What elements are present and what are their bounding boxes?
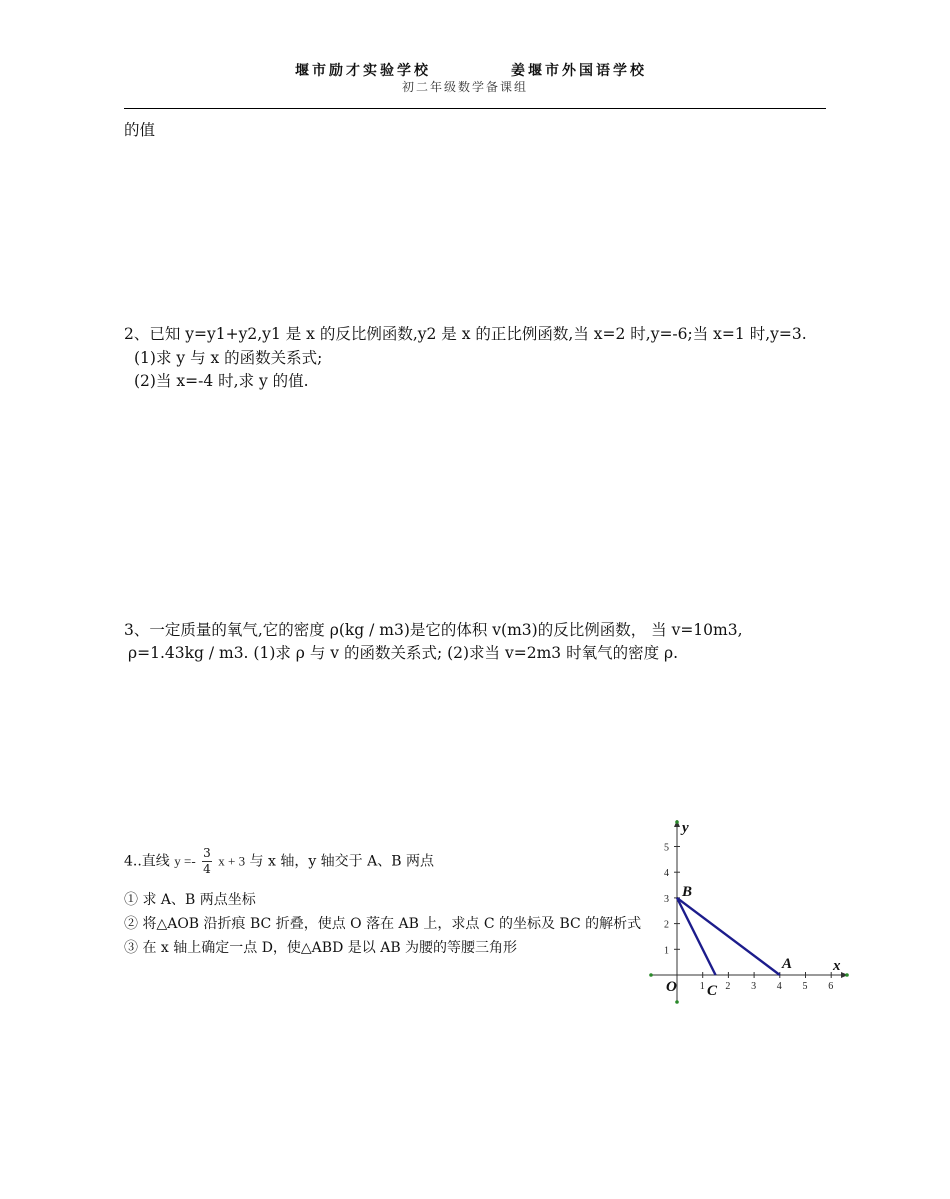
- q3-line1: 3、一定质量的氧气,它的密度 ρ(kg / m3)是它的体积 v(m3)的反比例函数， 当 v=10m3,: [124, 621, 743, 639]
- axis-end-dot-bottom: [675, 1000, 679, 1004]
- y-tick-label: 1: [664, 945, 669, 957]
- x-tick-label: 4: [776, 981, 782, 992]
- figure-lines: [677, 898, 780, 975]
- q2-stem: 2、已知 y=y1+y2,y1 是 x 的反比例函数,y2 是 x 的正比例函数,当 x=2 时,y=-6;当 x=1 时,y=3.: [124, 325, 807, 343]
- origin-label: O: [666, 979, 677, 995]
- x-tick-label: 2: [725, 981, 731, 992]
- q4-fraction-denominator: 4: [203, 862, 211, 876]
- x-tick-label: 5: [802, 981, 808, 992]
- point-label-b: B: [682, 884, 693, 900]
- line-bc: [677, 898, 716, 975]
- point-label-a: A: [782, 956, 793, 972]
- x-tick-label: 3: [751, 981, 757, 992]
- y-axis-label: y: [682, 820, 689, 836]
- y-tick-label: 2: [664, 919, 669, 931]
- line-ab: [677, 898, 780, 975]
- q4-prefix: 4..直线: [124, 853, 170, 870]
- x-tick-label: 1: [699, 981, 705, 992]
- header-divider: [124, 108, 826, 109]
- q3-line2: ρ=1.43kg / m3. (1)求 ρ 与 v 的函数关系式; (2)求当 v=2m3 时氧气的密度 ρ.: [128, 644, 679, 662]
- coordinate-graph: [640, 812, 860, 1012]
- y-tick-label: 3: [664, 893, 669, 905]
- q1-tail-text: 的值: [124, 121, 156, 139]
- q4-fraction-numerator: 3: [203, 846, 211, 860]
- q4-stem: [124, 846, 434, 877]
- point-label-c: C: [707, 983, 718, 999]
- axis-ticks: [664, 843, 833, 993]
- x-tick-label: 6: [828, 981, 834, 992]
- q4-item3: ③ 在 x 轴上确定一点 D，使△ABD 是以 AB 为腰的等腰三角形: [124, 940, 518, 956]
- q4-equation-right: x + 3: [218, 853, 246, 869]
- header-subtitle: 初二年级数学备课组: [402, 80, 529, 94]
- y-tick-label: 5: [664, 842, 669, 854]
- q4-fraction: [202, 846, 212, 877]
- axis-end-dot-right: [845, 973, 849, 977]
- q4-item2: ② 将△AOB 沿折痕 BC 折叠，使点 O 落在 AB 上，求点 C 的坐标及 BC 的解析式: [124, 916, 642, 932]
- q4-suffix: 与 x 轴，y 轴交于 A、B 两点: [249, 853, 434, 870]
- y-tick-label: 4: [664, 868, 669, 880]
- q4-item1: ① 求 A、B 两点坐标: [124, 892, 256, 908]
- axis-end-dot-top: [675, 820, 679, 824]
- header-school-left: 堰市励才实验学校: [295, 63, 431, 79]
- q2-part2: (2)当 x=-4 时,求 y 的值.: [134, 372, 309, 390]
- x-axis-label: x: [833, 958, 841, 974]
- axis-end-dot-left: [649, 973, 653, 977]
- q4-equation-left: y =-: [174, 853, 196, 869]
- q2-part1: (1)求 y 与 x 的函数关系式;: [134, 349, 323, 367]
- header-school-right: 姜堰市外国语学校: [511, 63, 647, 79]
